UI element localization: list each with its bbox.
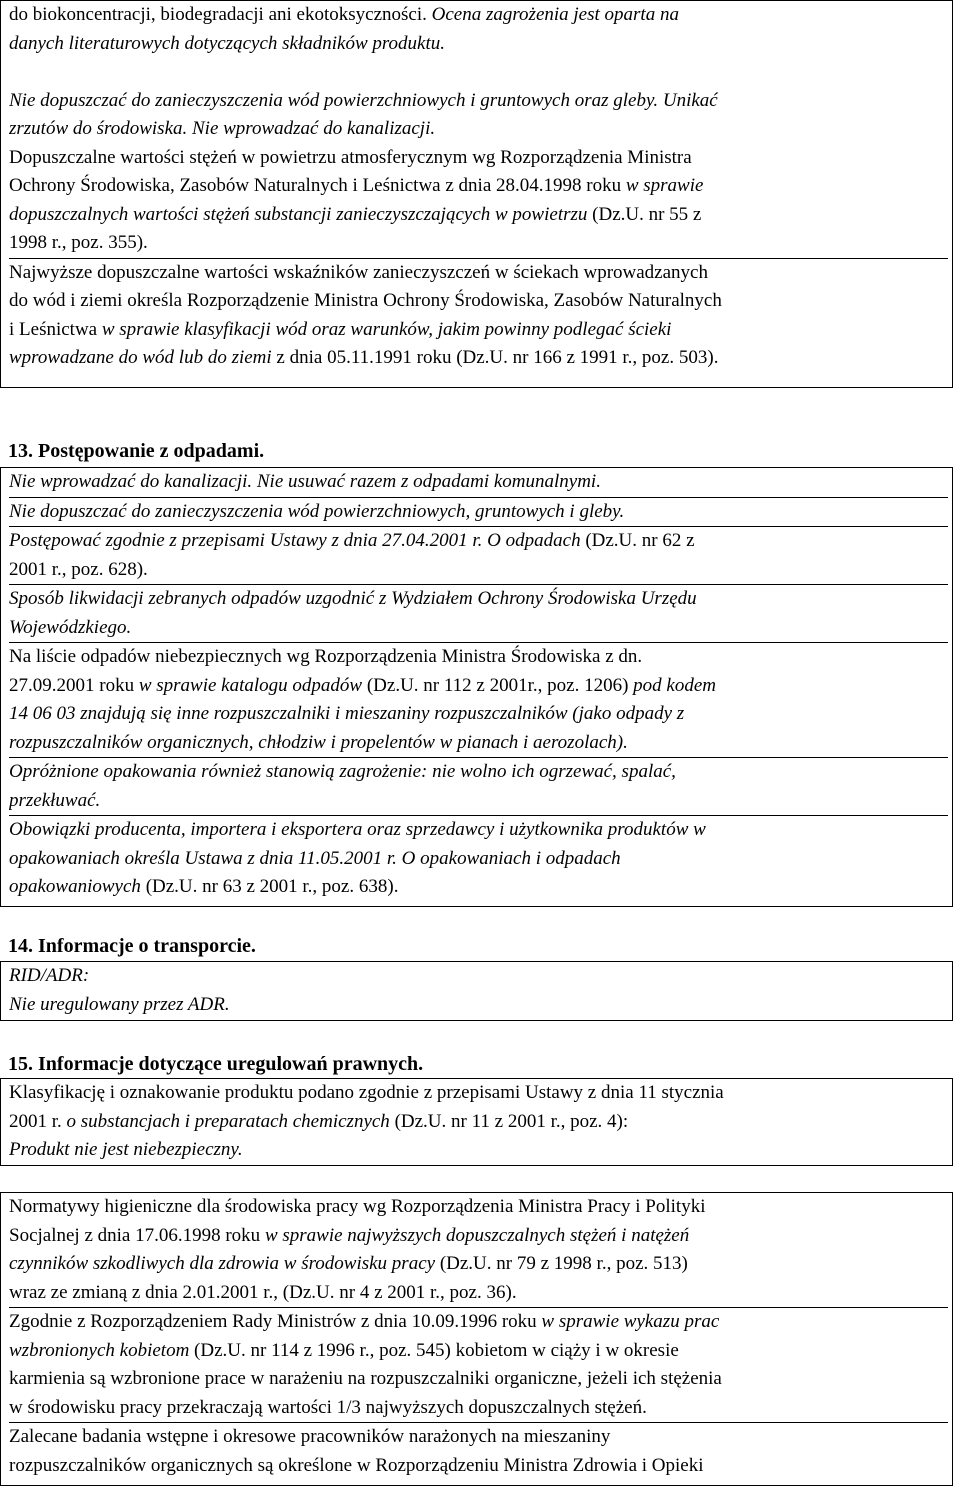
s15-b2-line-1: Normatywy higieniczne dla środowiska pracy wg Rozporządzenia Ministra Pracy i Polityki <box>9 1196 706 1217</box>
s13-line-12: przekłuwać. <box>9 789 101 811</box>
s13-line-8: 27.09.2001 roku w sprawie katalogu odpadów (Dz.U. nr 112 z 2001r., poz. 1206) pod kodem <box>9 674 716 696</box>
s15-b2-line-4: wraz ze zmianą z dnia 2.01.2001 r., (Dz.U. nr 4 z 2001 r., poz. 36). <box>9 1281 517 1303</box>
s15-b4-line-2: rozpuszczalników organicznych są określone w Rozporządzeniu Ministra Zdrowia i Opieki <box>9 1454 704 1476</box>
s12-line-2: danych literaturowych dotyczących składników produktu. <box>9 32 446 54</box>
s15-b3-line-3: karmienia są wzbronione prace w narażeniu na rozpuszczalniki organiczne, jeżeli ich stężenia <box>9 1368 722 1389</box>
s15-b1-line-1: Klasyfikację i oznakowanie produktu podano zgodnie z przepisami Ustawy z dnia 11 stycznia <box>9 1082 724 1103</box>
s12-line-12: wprowadzane do wód lub do ziemi z dnia 05.11.1991 roku (Dz.U. nr 166 z 1991 r., poz. 503). <box>9 347 719 368</box>
s12-line-3: Nie dopuszczać do zanieczyszczenia wód powierzchniowych i gruntowych oraz gleby. Unikać <box>9 89 718 111</box>
s15-b2-line-2: Socjalnej z dnia 17.06.1998 roku w sprawie najwyższych dopuszczalnych stężeń i natężeń <box>9 1224 690 1246</box>
s12-line-10: do wód i ziemi określa Rozporządzenie Ministra Ochrony Środowiska, Zasobów Naturalnych <box>9 290 722 311</box>
s14-line-2: Nie uregulowany przez ADR. <box>9 993 230 1015</box>
s12-line-5: Dopuszczalne wartości stężeń w powietrzu atmosferycznym wg Rozporządzenia Ministra <box>9 146 692 168</box>
s15-b3-line-4: w środowisku pracy przekraczają wartości 1/3 najwyższych dopuszczalnych stężeń. <box>9 1396 647 1418</box>
s13-line-5: Sposób likwidacji zebranych odpadów uzgodnić z Wydziałem Ochrony Środowiska Urzędu <box>9 584 948 614</box>
s12-line-4: zrzutów do środowiska. Nie wprowadzać do kanalizacji. <box>9 118 436 139</box>
s12-spacer <box>9 58 948 87</box>
s15-b1-line-2: 2001 r. o substancjach i preparatach chemicznych (Dz.U. nr 11 z 2001 r., poz. 4): <box>9 1110 629 1132</box>
section-13-heading: 13. Postępowanie z odpadami. <box>8 440 265 462</box>
s13-line-1: Nie wprowadzać do kanalizacji. Nie usuwać razem z odpadami komunalnymi. <box>9 471 601 492</box>
s15-b4-line-1: Zalecane badania wstępne i okresowe pracowników narażonych na mieszaniny <box>9 1422 948 1452</box>
s15-b2-line-3: czynników szkodliwych dla zdrowia w środowisku pracy (Dz.U. nr 79 z 1998 r., poz. 513) <box>9 1253 688 1274</box>
s12-line-9: Najwyższe dopuszczalne wartości wskaźników zanieczyszczeń w ściekach wprowadzanych <box>9 258 948 288</box>
s15-b1-line-3: Produkt nie jest niebezpieczny. <box>9 1139 243 1160</box>
s13-line-14: opakowaniach określa Ustawa z dnia 11.05.2001 r. O opakowaniach i odpadach <box>9 847 621 869</box>
s13-line-6: Wojewódzkiego. <box>9 616 132 638</box>
s12-line-7: dopuszczalnych wartości stężeń substancji zanieczyszczających w powietrzu (Dz.U. nr 55 z <box>9 203 702 225</box>
section-15-box-1 <box>0 1078 953 1166</box>
section-15-box-2 <box>0 1192 953 1486</box>
s12-line-6: Ochrony Środowiska, Zasobów Naturalnych i Leśnictwa z dnia 28.04.1998 roku w sprawie <box>9 175 704 196</box>
s13-line-9: 14 06 03 znajdują się inne rozpuszczalniki i mieszaniny rozpuszczalników (jako odpady z <box>9 703 685 724</box>
section-14-box <box>0 961 953 1021</box>
s12-line-8: 1998 r., poz. 355). <box>9 232 148 253</box>
s12-line-1: do biokoncentracji, biodegradacji ani ekotoksyczności. Ocena zagrożenia jest oparta na <box>9 4 679 25</box>
section-14-heading: 14. Informacje o transporcie. <box>8 935 256 957</box>
section-15-heading: 15. Informacje dotyczące uregulowań prawnych. <box>8 1053 424 1075</box>
s14-line-1: RID/ADR: <box>9 965 90 986</box>
s12-line-11: i Leśnictwa w sprawie klasyfikacji wód oraz warunków, jakim powinny podlegać ścieki <box>9 318 672 340</box>
s13-line-4: 2001 r., poz. 628). <box>9 558 148 580</box>
s15-b3-line-1: Zgodnie z Rozporządzeniem Rady Ministrów z dnia 10.09.1996 roku w sprawie wykazu prac <box>9 1307 948 1337</box>
section-12-box <box>0 0 953 388</box>
s13-line-11: Opróżnione opakowania również stanowią zagrożenie: nie wolno ich ogrzewać, spalać, <box>9 757 948 787</box>
section-13-box <box>0 467 953 907</box>
s13-line-3: Postępować zgodnie z przepisami Ustawy z dnia 27.04.2001 r. O odpadach (Dz.U. nr 62 z <box>9 526 948 556</box>
s13-line-13: Obowiązki producenta, importera i eksportera oraz sprzedawcy i użytkownika produktów w <box>9 815 948 845</box>
s13-line-10: rozpuszczalników organicznych, chłodziw i propelentów w pianach i aerozolach). <box>9 731 628 753</box>
s13-line-2: Nie dopuszczać do zanieczyszczenia wód powierzchniowych, gruntowych i gleby. <box>9 497 948 527</box>
s13-line-15: opakowaniowych (Dz.U. nr 63 z 2001 r., poz. 638). <box>9 876 399 897</box>
s13-line-7: Na liście odpadów niebezpiecznych wg Rozporządzenia Ministra Środowiska z dn. <box>9 642 948 672</box>
s15-b3-line-2: wzbronionych kobietom (Dz.U. nr 114 z 1996 r., poz. 545) kobietom w ciąży i w okresie <box>9 1339 679 1361</box>
